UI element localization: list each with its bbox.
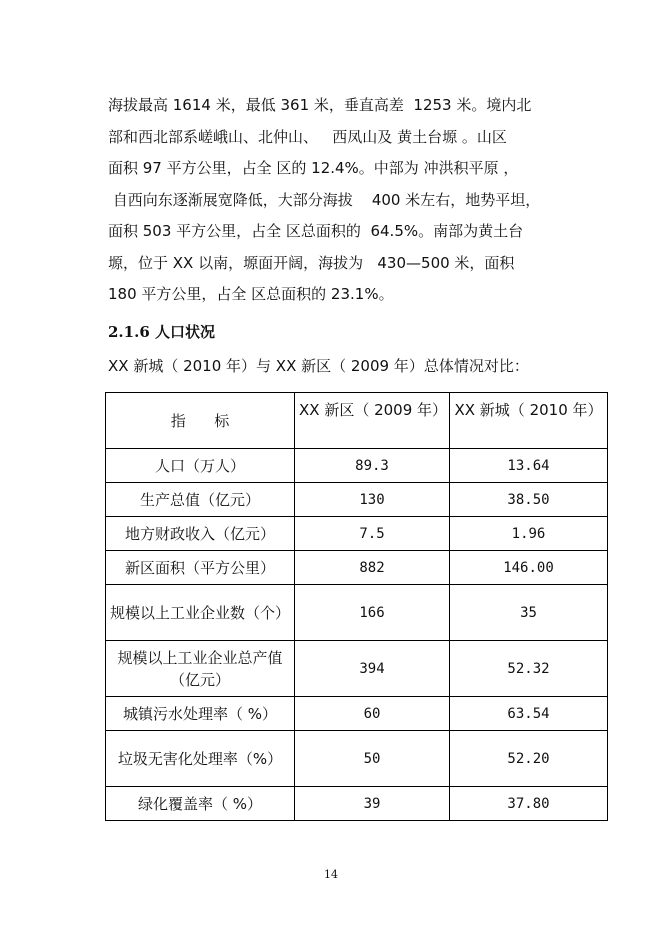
row-label: 规模以上工业企业数（个）: [106, 585, 295, 641]
header-indicator: 指 标: [106, 393, 295, 449]
header-xinqu-2009: XX 新区（ 2009 年）: [295, 393, 450, 449]
table-row: [106, 641, 608, 697]
cell-value: 882: [295, 551, 450, 585]
cell-value: 13.64: [450, 449, 608, 483]
paragraph-line: 180 平方公里，占全 区总面积的 23.1%。: [108, 285, 394, 303]
cell-value: 89.3: [295, 449, 450, 483]
table-intro: XX 新城（ 2010 年）与 XX 新区（ 2009 年）总体情况对比：: [108, 357, 529, 375]
table-row: [106, 551, 608, 585]
table-row: [106, 585, 608, 641]
row-label: 人口（万人）: [106, 449, 295, 483]
cell-value: 60: [295, 697, 450, 731]
table-row: [106, 697, 608, 731]
cell-value: 35: [450, 585, 608, 641]
cell-value: 146.00: [450, 551, 608, 585]
row-label: 生产总值（亿元）: [106, 483, 295, 517]
paragraph-line: 面积 503 平方公里，占全 区总面积的 64.5%。南部为黄土台: [108, 222, 524, 240]
page-number: 14: [324, 868, 338, 881]
row-label: 绿化覆盖率（ %）: [106, 787, 295, 821]
cell-value: 1.96: [450, 517, 608, 551]
cell-value: 166: [295, 585, 450, 641]
cell-value: 130: [295, 483, 450, 517]
section-heading: 2.1.6 人口状况: [108, 323, 215, 341]
table-row: [106, 787, 608, 821]
cell-value: 394: [295, 641, 450, 697]
cell-value: 63.54: [450, 697, 608, 731]
paragraph-line: 海拔最高 1614 米，最低 361 米，垂直高差 1253 米。境内北: [108, 96, 532, 114]
table-header-row: [106, 393, 608, 449]
row-label: 垃圾无害化处理率（%）: [106, 731, 295, 787]
table-row: [106, 517, 608, 551]
cell-value: 37.80: [450, 787, 608, 821]
paragraph-line: 面积 97 平方公里，占全 区的 12.4%。中部为 冲洪积平原 ，: [108, 159, 519, 177]
comparison-table: [105, 392, 608, 821]
cell-value: 39: [295, 787, 450, 821]
cell-value: 7.5: [295, 517, 450, 551]
table-row: [106, 483, 608, 517]
paragraph-line: 部和西北部系嵯峨山、北仲山、 西凤山及 黄土台塬 。山区: [108, 127, 507, 146]
table-row: [106, 731, 608, 787]
header-xincheng-2010: XX 新城（ 2010 年）: [450, 393, 608, 449]
row-label: 规模以上工业企业总产值（亿元）: [106, 641, 295, 697]
paragraph-line: 塬，位于 XX 以南，塬面开阔，海拔为 430—500 米，面积: [108, 253, 515, 272]
cell-value: 52.32: [450, 641, 608, 697]
row-label: 新区面积（平方公里）: [106, 551, 295, 585]
body-paragraph: [108, 90, 568, 311]
row-label: 地方财政收入（亿元）: [106, 517, 295, 551]
table-row: [106, 449, 608, 483]
cell-value: 50: [295, 731, 450, 787]
paragraph-line: 自西向东逐渐展宽降低，大部分海拔 400 米左右，地势平坦，: [108, 190, 541, 209]
cell-value: 38.50: [450, 483, 608, 517]
cell-value: 52.20: [450, 731, 608, 787]
row-label: 城镇污水处理率（ %）: [106, 697, 295, 731]
